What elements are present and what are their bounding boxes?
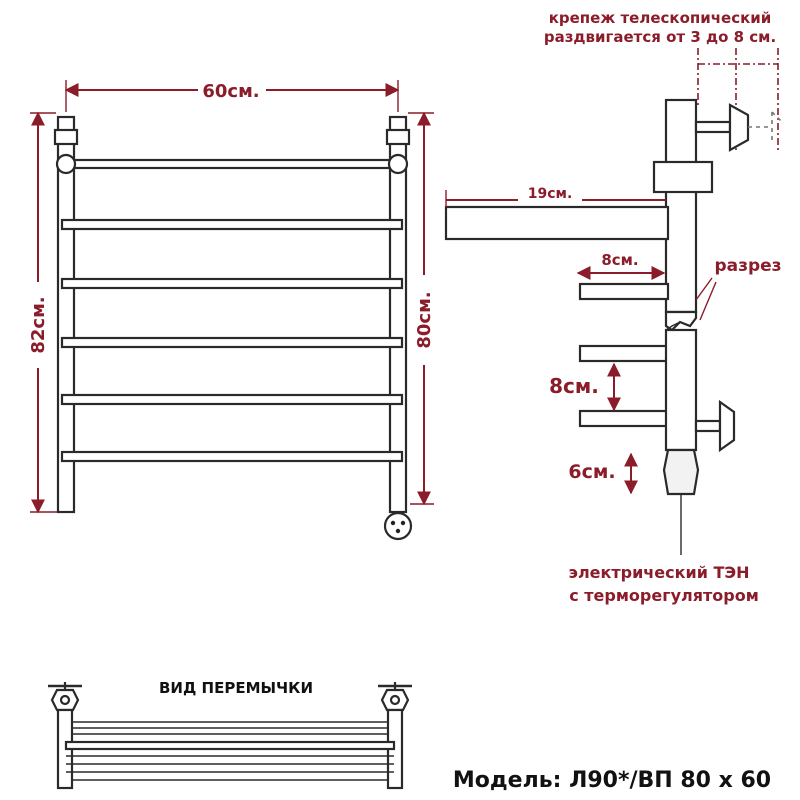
heater-element-icon: [664, 450, 698, 494]
mount-note-line1: крепеж телескопический: [548, 9, 772, 27]
side-upright-lower: [666, 330, 696, 450]
mount-note-line2: раздвигается от 3 до 8 см.: [543, 28, 777, 46]
heater-offset-label: 6см.: [568, 461, 616, 483]
top-view-title: ВИД ПЕРЕМЫЧКИ: [158, 679, 314, 697]
wall-flange-lower-icon: [720, 402, 734, 450]
heater-plug-icon: [385, 513, 411, 539]
top-view: [48, 679, 412, 788]
left-joint: [57, 155, 75, 173]
rung-6: [62, 452, 402, 461]
side-view: [446, 9, 782, 605]
rung-3: [62, 279, 402, 288]
bracket-rod-upper: [696, 122, 730, 132]
side-rung-1: [580, 284, 668, 299]
rung-1: [66, 160, 400, 168]
top-shelf-rung: [446, 207, 668, 239]
depth-rung-label: 8см.: [601, 251, 639, 269]
rung-5: [62, 395, 402, 404]
width-label: 60см.: [202, 81, 260, 102]
crossbar-front: [66, 742, 394, 749]
height-inner-label: 80см.: [414, 291, 435, 349]
heater-note-line1: электрический ТЭН: [568, 563, 750, 582]
left-top-fitting: [55, 130, 77, 144]
heater-note-line2: с терморегулятором: [569, 586, 759, 605]
bracket-block: [654, 162, 712, 192]
side-rung-3: [580, 411, 668, 426]
height-outer-label: 82см.: [28, 296, 49, 354]
bracket-rod-lower: [696, 421, 720, 431]
front-view: [28, 80, 435, 539]
rung-4: [62, 338, 402, 347]
model-label: Модель: Л90*/ВП 80 х 60: [452, 768, 772, 793]
right-top-fitting: [387, 130, 409, 144]
rung-spacing-label: 8см.: [549, 374, 599, 398]
side-upright-upper: [666, 100, 696, 312]
side-rung-2: [580, 346, 668, 361]
wall-flange-upper-icon: [730, 105, 748, 150]
depth-top-label: 19см.: [527, 186, 573, 202]
rung-2: [62, 220, 402, 229]
section-label: разрез: [714, 256, 782, 276]
right-joint: [389, 155, 407, 173]
